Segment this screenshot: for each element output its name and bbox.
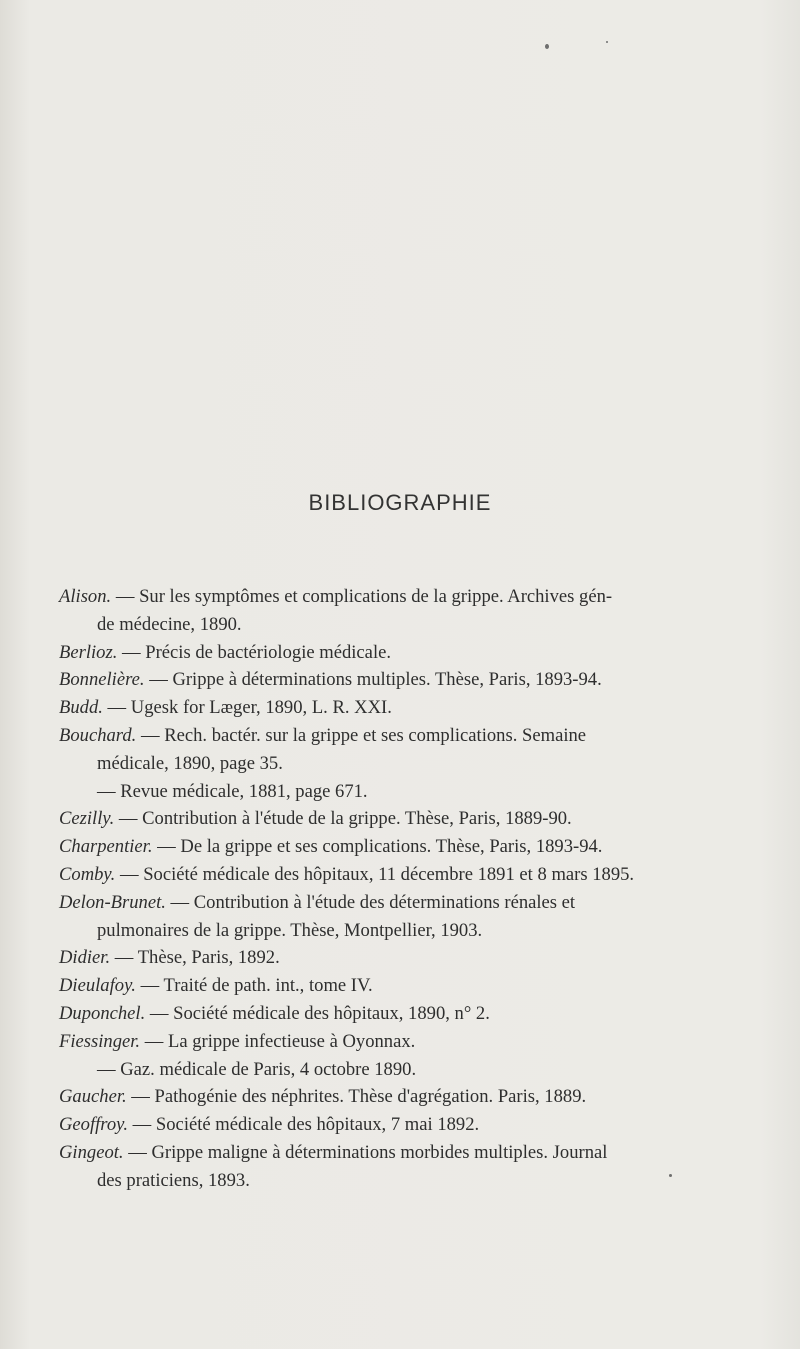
bibliography-entry [59,1000,771,1028]
entry-text-continuation: des praticiens, 1893. [97,1169,250,1191]
bibliography-entry [59,944,771,972]
bibliography-entry [59,1083,771,1111]
bibliography-entry [59,805,771,833]
entry-separator: — [165,891,194,913]
entry-separator: — [152,836,181,858]
bibliography-list [59,583,771,1195]
page-title: BIBLIOGRAPHIE [308,490,492,515]
entry-author: Budd. [59,697,103,719]
entry-text: Société médicale des hôpitaux, 7 mai 1892. [155,1114,480,1136]
entry-text: Précis de bactériologie médicale. [145,641,392,663]
entry-separator: — [135,975,164,997]
entry-author: Cezilly. [59,808,115,830]
entry-author: Gingeot. [59,1141,124,1163]
entry-author: Gaucher. [59,1086,127,1108]
entry-separator: — [140,1030,168,1052]
entry-text: De la grippe et ses complications. Thèse, Paris, 1893-94. [180,836,603,858]
bibliography-entry [59,778,771,806]
entry-author: Comby. [59,863,116,885]
entry-text: Société médicale des hôpitaux, 11 décembre 1891 et 8 mars 1895. [143,863,635,885]
entry-author: Geoffroy. [59,1114,129,1136]
entry-text-continuation: pulmonaires de la grippe. Thèse, Montpellier, 1903. [97,919,483,941]
entry-separator: — [97,780,121,802]
bibliography-entry [59,889,771,945]
bibliography-entry [59,1056,771,1084]
entry-author: Duponchel. [59,1002,146,1024]
bibliography-entry [59,861,771,889]
entry-author: Delon-Brunet. [59,891,166,913]
bibliography-entry [59,1139,771,1195]
entry-author: Dieulafoy. [59,975,136,997]
entry-separator: — [128,1114,156,1136]
entry-text: Contribution à l'étude des déterminations rénales et [193,891,576,913]
entry-separator: — [102,697,131,719]
entry-text: Thèse, Paris, 1892. [137,947,280,969]
entry-text: Société médicale des hôpitaux, 1890, n° 2. [173,1002,490,1024]
entry-text: Traité de path. int., tome IV. [163,975,373,997]
entry-author: Alison. [59,586,112,607]
entry-separator: — [126,1086,155,1108]
entry-separator: — [123,1141,152,1163]
bibliography-entry [59,1028,771,1056]
bibliography-entry [59,972,771,1000]
entry-separator: — [111,586,140,607]
ink-speck [606,41,608,43]
entry-separator: — [145,1002,174,1024]
entry-text: Sur les symptômes et complications de la grippe. Archives gén- [139,586,613,607]
entry-text: Rech. bactér. sur la grippe et ses complications. Semaine [164,724,587,746]
entry-author: Bonnelière. [59,669,145,691]
entry-text: Pathogénie des néphrites. Thèse d'agrégation. Paris, 1889. [154,1086,587,1108]
entry-author: Fiessinger. [59,1030,141,1052]
bibliography-entry [59,583,771,639]
entry-text: Gaz. médicale de Paris, 4 octobre 1890. [120,1058,417,1080]
entry-separator: — [117,641,146,663]
entry-author: Charpentier. [59,836,153,858]
entry-text: Grippe maligne à déterminations morbides multiples. Journal [151,1141,608,1163]
entry-author: Berlioz. [59,641,118,663]
entry-text-continuation: médicale, 1890, page 35. [97,752,283,774]
entry-text: Revue médicale, 1881, page 671. [120,780,368,802]
entry-text: La grippe infectieuse à Oyonnax. [167,1030,416,1052]
entry-separator: — [114,808,143,830]
entry-text-continuation: de médecine, 1890. [97,613,242,635]
bibliography-entry [59,722,771,778]
bibliography-entry [59,833,771,861]
entry-separator: — [110,947,138,969]
entry-text: Contribution à l'étude de la grippe. Thèse, Paris, 1889-90. [142,808,572,830]
entry-text: Grippe à déterminations multiples. Thèse, Paris, 1893-94. [172,669,602,691]
entry-text: Ugesk for Læger, 1890, L. R. XXI. [130,697,392,719]
bibliography-entry [59,694,771,722]
ink-speck [545,44,549,49]
entry-separator: — [144,669,173,691]
bibliography-entry [59,639,771,667]
entry-separator: — [97,1058,121,1080]
entry-author: Didier. [59,947,111,969]
bibliography-entry [59,1111,771,1139]
entry-separator: — [115,863,144,885]
bibliography-entry [59,666,771,694]
entry-author: Bouchard. [59,724,137,746]
entry-separator: — [136,724,165,746]
